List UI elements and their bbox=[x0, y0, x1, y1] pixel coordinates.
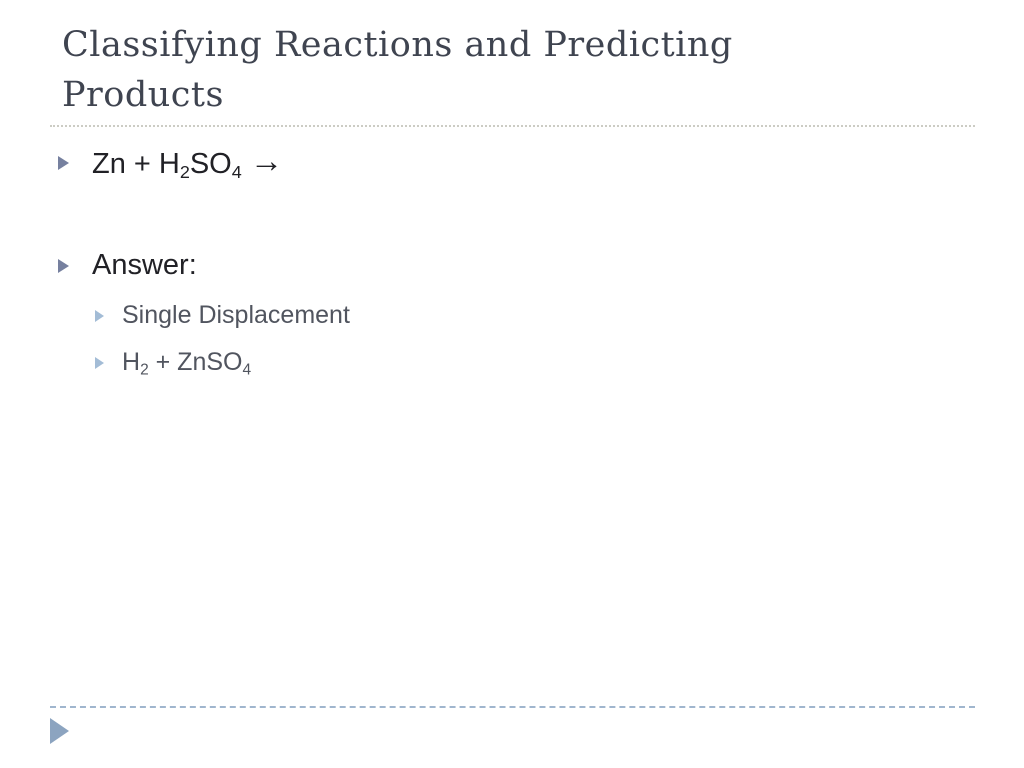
bullet-item-products bbox=[95, 348, 251, 377]
bullet-text-classification: Single Displacement bbox=[122, 301, 350, 329]
bullet-triangle-icon bbox=[58, 259, 69, 273]
bullet-text-answer: Answer: bbox=[92, 249, 197, 281]
bullet-item-classification bbox=[95, 301, 350, 330]
bullet-triangle-icon bbox=[95, 310, 104, 322]
bullet-triangle-icon bbox=[58, 156, 69, 170]
bullet-text-products: $H_2$ + ZnSO$_4$ bbox=[122, 348, 252, 379]
bullet-item-reaction bbox=[58, 144, 283, 182]
footer-arrow-icon bbox=[50, 718, 69, 744]
bullet-text-reaction: $Zn + H_2SO_4$ → bbox=[92, 143, 284, 183]
bullet-triangle-icon bbox=[95, 357, 104, 369]
bullet-item-answer bbox=[58, 249, 197, 282]
title-divider bbox=[50, 125, 975, 127]
footer-divider bbox=[50, 706, 975, 708]
slide-title: Classifying Reactions and Predicting Products bbox=[62, 25, 733, 115]
